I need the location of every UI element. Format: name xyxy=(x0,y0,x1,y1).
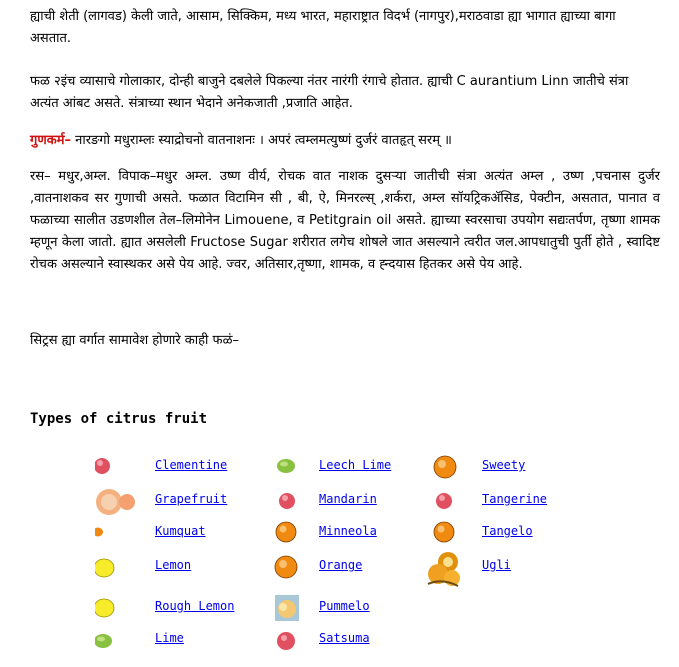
orange-link[interactable]: Orange xyxy=(319,558,363,572)
citrus-intro-paragraph: सिट्रस ह्या वर्गात सामावेश होणारे काही फळं– xyxy=(30,333,239,348)
ugli-link[interactable]: Ugli xyxy=(482,558,511,572)
ugli-icon xyxy=(422,548,462,588)
kumquat-icon xyxy=(95,520,135,548)
rough-lemon-link[interactable]: Rough Lemon xyxy=(155,599,235,613)
intro-paragraph: ह्याची शेती (लागवड) केली जाते, आसाम, सिक्किम, मध्य भारत, महाराष्ट्रात विदर्भ (नागपुर),मराठवाडा ह्या भागात ह्याच्या बागा असतात. xyxy=(30,9,616,46)
sweety-link[interactable]: Sweety xyxy=(482,458,526,472)
leech-lime-icon xyxy=(259,454,299,482)
properties-paragraph: रस– मधुर,अम्ल. विपाक–मधुर अम्ल. उष्ण वीर्य, रोचक वात नाशक दुसऱ्या जातीची संत्रा अत्यंत अम्ल , उष्ण ,पचनास दुर्जर ,वातनाशकव सर गुणाची असते. फळात विटामिन सी , बी, ऐ, मिनरल्स् ,शर्करा, अम्ल सॉयट्रिकॲसिड, पेक्टीन, असतात, पानात व फळाच्या सालीत उडणशील तेल–लिमोनेन Limouene, व Petitgrain oil असते. ह्याच्या स्वरसाचा उपयोग सद्यःतर्पण, तृष्णा शामक म्हणून केला जातो. ह्यात असलेली Fructose Sugar शरीरात लगेच शोषले जात असल्याने त्वरीत जल.आपधातुची पुर्ती होते , स्वादिष्ट रोचक असल्याने स्वास्थकर असे पेय आहे. ज्वर, अतिसार,तृष्णा, शामक, व ह्न्दयास हितकर असे पेय आहे. xyxy=(30,169,660,272)
satsuma-link[interactable]: Satsuma xyxy=(319,631,370,645)
fruit-description-paragraph: फळ २इंच व्यासाचे गोलाकार, दोन्ही बाजुने दबलेले पिकल्या नंतर नारंगी रंगाचे होतात. ह्याची C aurantium Linn जातीचे संत्रा अत्यंत आंबट असते. संत्राच्या स्थान भेदाने अनेकजाती ,प्रजाति आहेत. xyxy=(30,74,629,111)
pummelo-link[interactable]: Pummelo xyxy=(319,599,370,613)
lemon-link[interactable]: Lemon xyxy=(155,558,192,572)
tangelo-link[interactable]: Tangelo xyxy=(482,524,533,538)
kumquat-link[interactable]: Kumquat xyxy=(155,524,206,538)
sweety-icon xyxy=(422,454,462,482)
grapefruit-link[interactable]: Grapefruit xyxy=(155,492,228,506)
gunakarma-label: गुणकर्म– xyxy=(30,133,71,148)
pummelo-icon xyxy=(259,595,299,623)
satsuma-icon xyxy=(259,627,299,655)
gunakarma-text: नारङगो मधुराम्लः स्याद्रोचनो वातनाशनः । अपरं त्वम्लमत्युष्णं दुर्जरं वातहृत् सरम् ॥ xyxy=(70,133,452,148)
mandarin-icon xyxy=(259,488,299,516)
mandarin-link[interactable]: Mandarin xyxy=(319,492,377,506)
gunakarma-paragraph xyxy=(30,130,660,152)
minneola-link[interactable]: Minneola xyxy=(319,524,377,538)
lime-icon xyxy=(95,627,135,655)
lemon-icon xyxy=(95,554,135,582)
tangerine-icon xyxy=(422,488,462,516)
tangelo-icon xyxy=(422,520,462,548)
types-title: Types of citrus fruit xyxy=(30,411,208,427)
clementine-link[interactable]: Clementine xyxy=(155,458,228,472)
minneola-icon xyxy=(259,520,299,548)
tangerine-link[interactable]: Tangerine xyxy=(482,492,548,506)
orange-icon xyxy=(259,554,299,582)
leech-lime-link[interactable]: Leech Lime xyxy=(319,458,392,472)
clementine-icon xyxy=(95,454,135,482)
lime-link[interactable]: Lime xyxy=(155,631,184,645)
rough-lemon-icon xyxy=(95,595,135,623)
grapefruit-icon xyxy=(95,488,135,516)
